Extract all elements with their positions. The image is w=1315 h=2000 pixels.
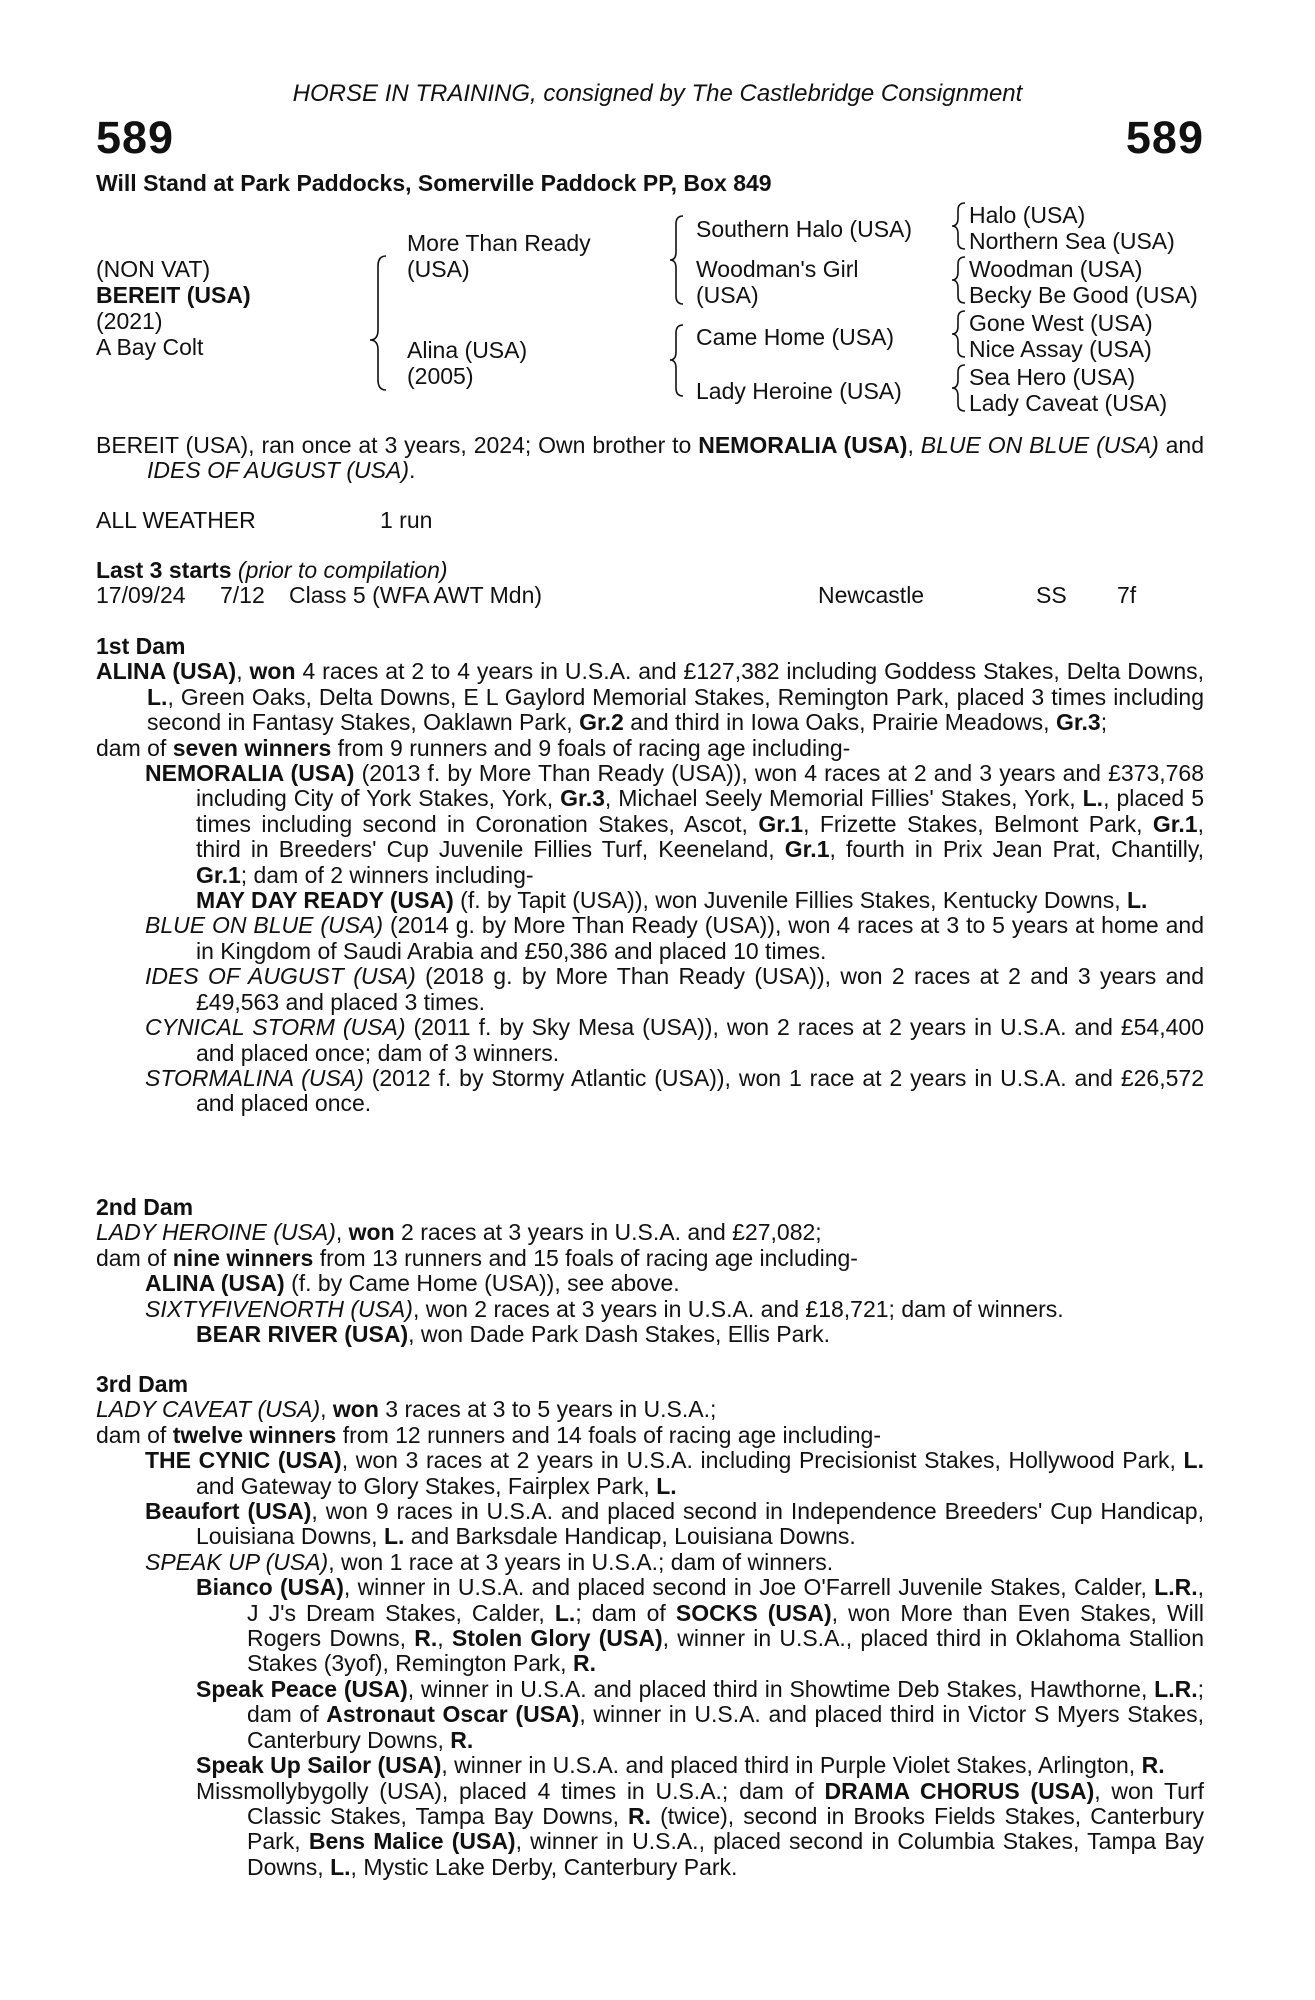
lot-number-left: 589: [96, 112, 175, 163]
progeny-speak-up: SPEAK UP (USA), won 1 race at 3 years in U.S.A.; dam of winners.: [145, 1548, 834, 1575]
pedigree-dds: Sea Hero (USA): [969, 364, 1136, 390]
pedigree-sire-sire: Southern Halo (USA): [696, 216, 913, 242]
start-date: 17/09/24: [96, 582, 186, 609]
second-dam-section: [96, 1195, 1204, 1347]
vat-status: (NON VAT): [96, 256, 211, 282]
first-dam-progeny-summary: dam of seven winners from 9 runners and 9 foals of racing age including-: [96, 734, 851, 761]
progeny-missmollybygolly: Missmollybygolly (USA), placed 4 times in U.S.A.; dam of DRAMA CHORUS (USA), won Turf Classic Stakes, Tampa Bay Downs, R. (twice), second in Brooks Fields Stakes, Canterbury Park, Bens Malice (USA), winner in U.S.A., placed second in Columbia Stakes, Tampa Bay Downs, L., Mystic Lake Derby, Canterbury Park.: [196, 1777, 1204, 1880]
progeny-sixtyfivenorth: SIXTYFIVENORTH (USA), won 2 races at 3 years in U.S.A. and £18,721; dam of winners.: [145, 1295, 1064, 1322]
pedigree-sire: [407, 230, 591, 282]
progeny-bianco: Bianco (USA), winner in U.S.A. and placed second in Joe O'Farrell Juvenile Stakes, Calder, L.R., J J's Dream Stakes, Calder, L.; dam of SOCKS (USA), won More than Even Stakes, Will Rogers Downs, R., Stolen Glory (USA), winner in U.S.A., placed third in Oklahoma Stallion Stakes (3yof), Remington Park, R.: [196, 1574, 1204, 1677]
race-record: [96, 508, 1204, 534]
first-dam-record: ALINA (USA), won 4 races at 2 to 4 years in U.S.A. and £127,382 including Goddess Stakes, Delta Downs, L., Green Oaks, Delta Downs, E L Gaylord Memorial Stakes, Remington Park, placed 3 times including second in Fantasy Stakes, Oaklawn Park, Gr.2 and third in Iowa Oaks, Prairie Meadows, Gr.3;: [96, 658, 1204, 736]
horse-name: BEREIT (USA): [96, 282, 251, 308]
sire-dam-line-1: Woodman's Girl: [696, 256, 859, 282]
start-going: SS: [1036, 582, 1067, 609]
start-race: Class 5 (WFA AWT Mdn): [289, 582, 543, 609]
record-surface: ALL WEATHER: [96, 507, 256, 533]
second-dam-record: LADY HEROINE (USA), won 2 races at 3 years in U.S.A. and £27,082;: [96, 1219, 822, 1246]
dam-line-1: Alina (USA): [407, 337, 528, 363]
pedigree-dam-dam: Lady Heroine (USA): [696, 378, 902, 404]
third-dam-heading: 3rd Dam: [96, 1371, 189, 1397]
progeny-nemoralia: NEMORALIA (USA) (2013 f. by More Than Ready (USA)), won 4 races at 2 and 3 years and £373,768 including City of York Stakes, York, Gr.3, Michael Seely Memorial Fillies' Stakes, York, L., placed 5 times including second in Coronation Stakes, Ascot, Gr.1, Frizette Stakes, Belmont Park, Gr.1, third in Breeders' Cup Juvenile Fillies Turf, Keeneland, Gr.1, fourth in Prix Jean Prat, Chantilly, Gr.1; dam of 2 winners including-: [145, 760, 1205, 888]
first-dam-heading: 1st Dam: [96, 633, 186, 659]
horse-year: (2021): [96, 308, 163, 334]
first-dam-section: [96, 634, 1204, 1117]
progeny-alina: ALINA (USA) (f. by Came Home (USA)), see above.: [145, 1270, 680, 1297]
progeny-cynical-storm: CYNICAL STORM (USA) (2011 f. by Sky Mesa (USA)), won 2 races at 2 years in U.S.A. and £54,400 and placed once; dam of 3 winners.: [145, 1014, 1204, 1066]
pedigree-dss: Gone West (USA): [969, 310, 1153, 336]
lot-number-right: 589: [1125, 112, 1204, 163]
dam-line-2: (2005): [407, 363, 474, 389]
third-dam-progeny-summary: dam of twelve winners from 12 runners and 14 foals of racing age including-: [96, 1421, 881, 1448]
record-runs: 1 run: [380, 507, 433, 533]
pedigree-dsd: Nice Assay (USA): [969, 336, 1152, 362]
consignment-header: HORSE IN TRAINING, consigned by The Castlebridge Consignment: [292, 80, 1023, 107]
stand-location: Will Stand at Park Paddocks, Somerville Paddock PP, Box 849: [96, 170, 772, 196]
horse-description: A Bay Colt: [96, 334, 204, 360]
pedigree-dam: [407, 337, 527, 389]
pedigree-sds: Woodman (USA): [969, 256, 1143, 282]
third-dam-record: LADY CAVEAT (USA), won 3 races at 3 to 5 years in U.S.A.;: [96, 1396, 717, 1423]
progeny-the-cynic: THE CYNIC (USA), won 3 races at 2 years in U.S.A. including Precisionist Stakes, Hollywood Park, L. and Gateway to Glory Stakes, Fairplex Park, L.: [145, 1447, 1204, 1499]
pedigree-ddd: Lady Caveat (USA): [969, 390, 1168, 416]
progeny-blue-on-blue: BLUE ON BLUE (USA) (2014 g. by More Than Ready (USA)), won 4 races at 3 to 5 years at home and in Kingdom of Saudi Arabia and £50,386 and placed 10 times.: [145, 912, 1204, 964]
second-dam-progeny-summary: dam of nine winners from 13 runners and 15 foals of racing age including-: [96, 1244, 858, 1271]
start-position: 7/12: [220, 582, 265, 609]
progeny-may-day-ready: MAY DAY READY (USA) (f. by Tapit (USA)), won Juvenile Fillies Stakes, Kentucky Downs, L.: [196, 887, 1148, 914]
summary-paragraph: BEREIT (USA), ran once at 3 years, 2024; Own brother to NEMORALIA (USA), BLUE ON BLUE (USA) and IDES OF AUGUST (USA).: [96, 432, 1205, 484]
sire-line-1: More Than Ready: [407, 230, 591, 256]
start-distance: 7f: [1117, 582, 1137, 609]
progeny-speak-up-sailor: Speak Up Sailor (USA), winner in U.S.A. and placed third in Purple Violet Stakes, Arlington, R.: [196, 1752, 1165, 1779]
summary-section: [96, 433, 1204, 484]
progeny-speak-peace: Speak Peace (USA), winner in U.S.A. and placed third in Showtime Deb Stakes, Hawthorne, L.R.; dam of Astronaut Oscar (USA), winner in U.S.A. and placed third in Victor S Myers Stakes, Canterbury Downs, R.: [196, 1675, 1204, 1753]
sire-line-2: (USA): [407, 256, 470, 282]
sire-dam-line-2: (USA): [696, 282, 759, 308]
pedigree-sire-dam: [696, 256, 858, 308]
pedigree-ssd: Northern Sea (USA): [969, 228, 1175, 254]
second-dam-heading: 2nd Dam: [96, 1194, 194, 1220]
progeny-ides-of-august: IDES OF AUGUST (USA) (2018 g. by More Than Ready (USA)), won 2 races at 2 and 3 years and £49,563 and placed 3 times.: [145, 963, 1204, 1015]
pedigree-sss: Halo (USA): [969, 202, 1086, 228]
third-dam-section: [96, 1372, 1204, 1880]
start-course: Newcastle: [818, 582, 925, 609]
last-starts: [96, 558, 1204, 609]
pedigree-sdd: Becky Be Good (USA): [969, 282, 1198, 308]
pedigree-dam-sire: Came Home (USA): [696, 324, 895, 350]
last-starts-heading: Last 3 starts (prior to compilation): [96, 557, 448, 583]
progeny-bear-river: BEAR RIVER (USA), won Dade Park Dash Stakes, Ellis Park.: [196, 1321, 830, 1348]
progeny-stormalina: STORMALINA (USA) (2012 f. by Stormy Atlantic (USA)), won 1 race at 2 years in U.S.A. and £26,572 and placed once.: [145, 1064, 1204, 1117]
start-row: [96, 583, 1204, 609]
progeny-beaufort: Beaufort (USA), won 9 races in U.S.A. and placed second in Independence Breeders' Cup Handicap, Louisiana Downs, L. and Barksdale Handicap, Louisiana Downs.: [145, 1498, 1204, 1550]
